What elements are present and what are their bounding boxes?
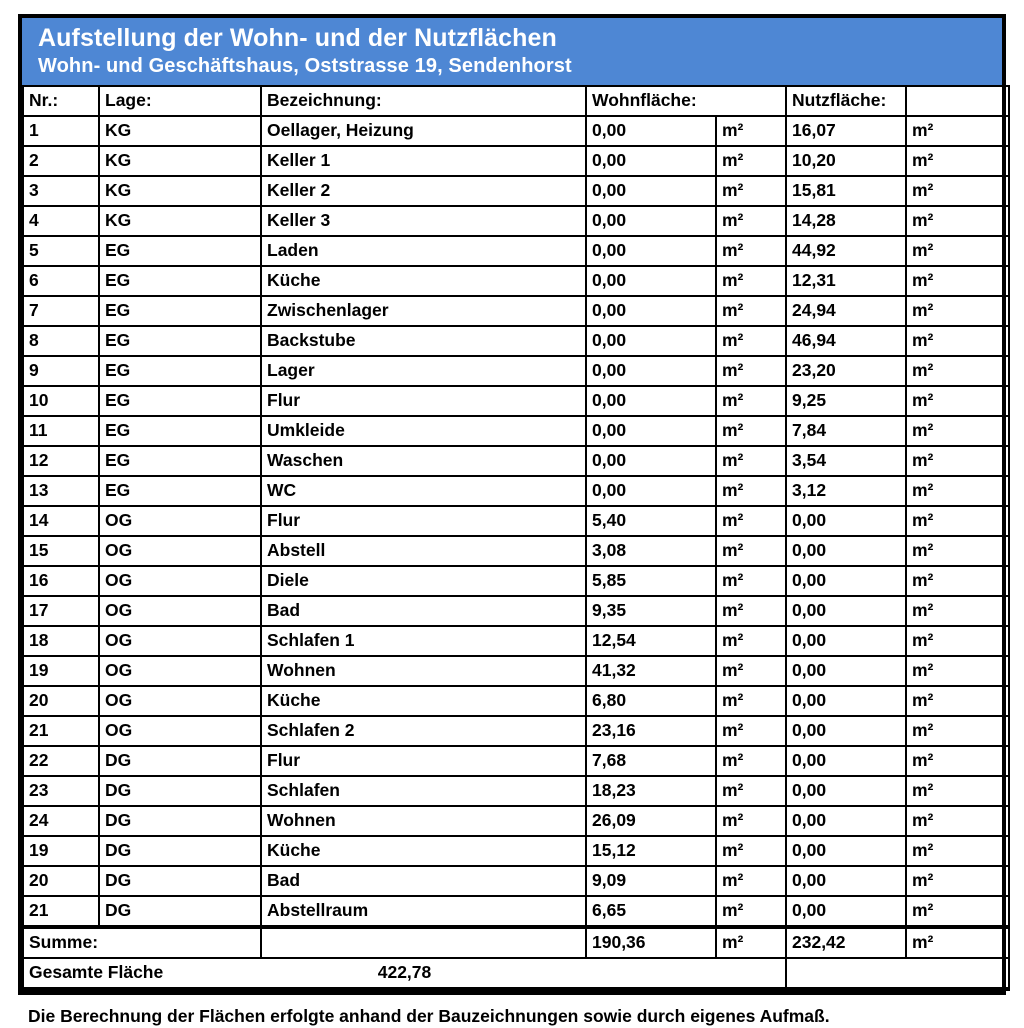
cell-nr: 20: [23, 866, 99, 896]
summary-spacer: [261, 927, 586, 958]
table-row: [23, 746, 1009, 776]
cell-bezeichnung: Lager: [261, 356, 586, 386]
cell-nr: 11: [23, 416, 99, 446]
table-row: [23, 326, 1009, 356]
table-row: [23, 686, 1009, 716]
table-row: [23, 836, 1009, 866]
cell-nutzflaeche: 16,07: [786, 116, 906, 146]
cell-nutzflaeche-unit: m²: [906, 386, 1009, 416]
table-row: [23, 866, 1009, 896]
cell-nutzflaeche: 0,00: [786, 536, 906, 566]
title-banner: [22, 18, 1002, 85]
cell-bezeichnung: Flur: [261, 746, 586, 776]
cell-nr: 16: [23, 566, 99, 596]
table-row: [23, 776, 1009, 806]
cell-nutzflaeche-unit: m²: [906, 236, 1009, 266]
cell-bezeichnung: Keller 2: [261, 176, 586, 206]
cell-nr: 21: [23, 896, 99, 927]
cell-lage: DG: [99, 896, 261, 927]
table-row: [23, 236, 1009, 266]
cell-wohnflaeche: 0,00: [586, 206, 716, 236]
total-empty-cell: [786, 958, 1009, 989]
cell-lage: OG: [99, 656, 261, 686]
cell-nutzflaeche-unit: m²: [906, 566, 1009, 596]
cell-wohnflaeche-unit: m²: [716, 536, 786, 566]
cell-nr: 10: [23, 386, 99, 416]
cell-bezeichnung: Bad: [261, 866, 586, 896]
column-header-bezeichnung: Bezeichnung:: [261, 86, 586, 116]
cell-bezeichnung: Wohnen: [261, 656, 586, 686]
cell-wohnflaeche: 3,08: [586, 536, 716, 566]
cell-nutzflaeche: 0,00: [786, 596, 906, 626]
cell-lage: EG: [99, 416, 261, 446]
table-row: [23, 416, 1009, 446]
document-title: Aufstellung der Wohn- und der Nutzflächen: [38, 24, 1002, 54]
cell-wohnflaeche-unit: m²: [716, 236, 786, 266]
calculation-footnote: Die Berechnung der Flächen erfolgte anhand der Bauzeichnungen sowie durch eigenes Aufmaß.: [18, 1004, 958, 1028]
cell-bezeichnung: Küche: [261, 836, 586, 866]
cell-wohnflaeche-unit: m²: [716, 566, 786, 596]
table-row: [23, 566, 1009, 596]
cell-nr: 7: [23, 296, 99, 326]
cell-wohnflaeche-unit: m²: [716, 326, 786, 356]
document-subtitle: Wohn- und Geschäftshaus, Oststrasse 19, Sendenhorst: [38, 54, 1002, 78]
cell-wohnflaeche-unit: m²: [716, 656, 786, 686]
cell-wohnflaeche: 18,23: [586, 776, 716, 806]
cell-nutzflaeche: 3,12: [786, 476, 906, 506]
cell-lage: OG: [99, 566, 261, 596]
table-row: [23, 476, 1009, 506]
cell-nutzflaeche-unit: m²: [906, 116, 1009, 146]
cell-nutzflaeche: 0,00: [786, 806, 906, 836]
cell-wohnflaeche-unit: m²: [716, 416, 786, 446]
cell-nr: 4: [23, 206, 99, 236]
cell-lage: EG: [99, 386, 261, 416]
cell-wohnflaeche: 0,00: [586, 176, 716, 206]
cell-nutzflaeche: 23,20: [786, 356, 906, 386]
cell-wohnflaeche: 5,40: [586, 506, 716, 536]
cell-lage: EG: [99, 356, 261, 386]
cell-lage: EG: [99, 296, 261, 326]
cell-bezeichnung: Küche: [261, 686, 586, 716]
cell-wohnflaeche: 6,80: [586, 686, 716, 716]
cell-bezeichnung: Abstell: [261, 536, 586, 566]
cell-nutzflaeche-unit: m²: [906, 326, 1009, 356]
cell-lage: KG: [99, 116, 261, 146]
summary-wohnflaeche-unit: m²: [716, 927, 786, 958]
cell-wohnflaeche: 0,00: [586, 476, 716, 506]
summary-wohnflaeche: 190,36: [586, 927, 716, 958]
cell-bezeichnung: Umkleide: [261, 416, 586, 446]
cell-lage: KG: [99, 206, 261, 236]
cell-wohnflaeche: 41,32: [586, 656, 716, 686]
cell-wohnflaeche-unit: m²: [716, 836, 786, 866]
cell-nutzflaeche: 7,84: [786, 416, 906, 446]
cell-nutzflaeche: 0,00: [786, 776, 906, 806]
cell-lage: KG: [99, 176, 261, 206]
cell-wohnflaeche: 9,35: [586, 596, 716, 626]
cell-wohnflaeche-unit: m²: [716, 476, 786, 506]
cell-nutzflaeche: 44,92: [786, 236, 906, 266]
cell-wohnflaeche-unit: m²: [716, 716, 786, 746]
cell-lage: DG: [99, 806, 261, 836]
cell-nr: 5: [23, 236, 99, 266]
cell-nutzflaeche: 0,00: [786, 506, 906, 536]
cell-bezeichnung: Keller 1: [261, 146, 586, 176]
cell-wohnflaeche: 12,54: [586, 626, 716, 656]
cell-nr: 21: [23, 716, 99, 746]
table-row: [23, 206, 1009, 236]
total-label: Gesamte Fläche: [29, 962, 163, 982]
cell-wohnflaeche: 0,00: [586, 146, 716, 176]
cell-nr: 12: [23, 446, 99, 476]
cell-wohnflaeche: 9,09: [586, 866, 716, 896]
cell-nutzflaeche: 0,00: [786, 626, 906, 656]
cell-lage: EG: [99, 266, 261, 296]
cell-bezeichnung: Abstellraum: [261, 896, 586, 927]
summary-label: Summe:: [23, 927, 261, 958]
cell-nr: 18: [23, 626, 99, 656]
cell-wohnflaeche-unit: m²: [716, 746, 786, 776]
cell-nr: 23: [23, 776, 99, 806]
cell-wohnflaeche-unit: m²: [716, 866, 786, 896]
cell-lage: OG: [99, 686, 261, 716]
cell-lage: EG: [99, 236, 261, 266]
cell-nutzflaeche: 46,94: [786, 326, 906, 356]
table-row: [23, 146, 1009, 176]
table-row: [23, 446, 1009, 476]
cell-nr: 24: [23, 806, 99, 836]
cell-bezeichnung: Waschen: [261, 446, 586, 476]
cell-wohnflaeche: 0,00: [586, 236, 716, 266]
cell-nutzflaeche-unit: m²: [906, 446, 1009, 476]
cell-bezeichnung: Bad: [261, 596, 586, 626]
cell-nutzflaeche-unit: m²: [906, 536, 1009, 566]
cell-bezeichnung: Laden: [261, 236, 586, 266]
cell-wohnflaeche: 0,00: [586, 356, 716, 386]
cell-nr: 6: [23, 266, 99, 296]
cell-wohnflaeche: 0,00: [586, 296, 716, 326]
cell-nr: 22: [23, 746, 99, 776]
cell-lage: OG: [99, 626, 261, 656]
table-row: [23, 356, 1009, 386]
column-header-lage: Lage:: [99, 86, 261, 116]
cell-wohnflaeche-unit: m²: [716, 806, 786, 836]
cell-lage: OG: [99, 596, 261, 626]
table-row: [23, 536, 1009, 566]
cell-nutzflaeche-unit: m²: [906, 806, 1009, 836]
summary-row: [23, 927, 1009, 958]
cell-nutzflaeche: 0,00: [786, 896, 906, 927]
total-row: [23, 958, 1009, 989]
cell-nutzflaeche-unit: m²: [906, 896, 1009, 927]
cell-nutzflaeche: 0,00: [786, 716, 906, 746]
cell-nr: 15: [23, 536, 99, 566]
cell-wohnflaeche: 0,00: [586, 326, 716, 356]
cell-wohnflaeche: 5,85: [586, 566, 716, 596]
cell-nutzflaeche-unit: m²: [906, 506, 1009, 536]
table-row: [23, 296, 1009, 326]
cell-bezeichnung: WC: [261, 476, 586, 506]
column-header-nr: Nr.:: [23, 86, 99, 116]
cell-lage: EG: [99, 326, 261, 356]
cell-nutzflaeche-unit: m²: [906, 866, 1009, 896]
total-value: 422,78: [24, 962, 785, 983]
cell-bezeichnung: Oellager, Heizung: [261, 116, 586, 146]
cell-wohnflaeche-unit: m²: [716, 596, 786, 626]
cell-bezeichnung: Keller 3: [261, 206, 586, 236]
cell-wohnflaeche: 0,00: [586, 386, 716, 416]
table-row: [23, 386, 1009, 416]
cell-lage: EG: [99, 446, 261, 476]
cell-nr: 3: [23, 176, 99, 206]
table-row: [23, 806, 1009, 836]
cell-nutzflaeche: 0,00: [786, 686, 906, 716]
cell-wohnflaeche-unit: m²: [716, 146, 786, 176]
cell-bezeichnung: Wohnen: [261, 806, 586, 836]
cell-wohnflaeche-unit: m²: [716, 776, 786, 806]
cell-nutzflaeche: 3,54: [786, 446, 906, 476]
cell-lage: DG: [99, 836, 261, 866]
cell-nr: 1: [23, 116, 99, 146]
table-row: [23, 626, 1009, 656]
cell-wohnflaeche: 0,00: [586, 116, 716, 146]
cell-lage: OG: [99, 506, 261, 536]
cell-nr: 17: [23, 596, 99, 626]
cell-nutzflaeche-unit: m²: [906, 476, 1009, 506]
cell-wohnflaeche-unit: m²: [716, 446, 786, 476]
cell-wohnflaeche: 23,16: [586, 716, 716, 746]
cell-wohnflaeche: 0,00: [586, 416, 716, 446]
cell-wohnflaeche: 0,00: [586, 446, 716, 476]
cell-lage: DG: [99, 776, 261, 806]
cell-wohnflaeche-unit: m²: [716, 176, 786, 206]
cell-wohnflaeche: 6,65: [586, 896, 716, 927]
cell-nr: 2: [23, 146, 99, 176]
cell-wohnflaeche-unit: m²: [716, 116, 786, 146]
cell-nutzflaeche-unit: m²: [906, 146, 1009, 176]
cell-wohnflaeche-unit: m²: [716, 356, 786, 386]
cell-nutzflaeche-unit: m²: [906, 356, 1009, 386]
summary-nutzflaeche-unit: m²: [906, 927, 1009, 958]
cell-bezeichnung: Schlafen 1: [261, 626, 586, 656]
cell-nutzflaeche-unit: m²: [906, 416, 1009, 446]
table-header-row: [23, 86, 1009, 116]
cell-bezeichnung: Flur: [261, 386, 586, 416]
table-frame: [18, 14, 1006, 995]
column-header-trailing: [906, 86, 1009, 116]
cell-wohnflaeche-unit: m²: [716, 896, 786, 927]
cell-lage: DG: [99, 746, 261, 776]
cell-nutzflaeche-unit: m²: [906, 206, 1009, 236]
cell-wohnflaeche: 26,09: [586, 806, 716, 836]
cell-wohnflaeche-unit: m²: [716, 296, 786, 326]
total-label-cell: [23, 958, 786, 989]
cell-lage: KG: [99, 146, 261, 176]
cell-nr: 9: [23, 356, 99, 386]
table-row: [23, 176, 1009, 206]
cell-nutzflaeche: 14,28: [786, 206, 906, 236]
cell-wohnflaeche-unit: m²: [716, 386, 786, 416]
cell-nr: 13: [23, 476, 99, 506]
table-row: [23, 116, 1009, 146]
table-row: [23, 896, 1009, 927]
cell-nr: 19: [23, 656, 99, 686]
cell-wohnflaeche-unit: m²: [716, 626, 786, 656]
cell-wohnflaeche: 7,68: [586, 746, 716, 776]
cell-wohnflaeche: 0,00: [586, 266, 716, 296]
area-table: [22, 85, 1010, 991]
table-row: [23, 506, 1009, 536]
cell-nutzflaeche-unit: m²: [906, 296, 1009, 326]
cell-bezeichnung: Diele: [261, 566, 586, 596]
cell-lage: OG: [99, 716, 261, 746]
cell-bezeichnung: Küche: [261, 266, 586, 296]
summary-nutzflaeche: 232,42: [786, 927, 906, 958]
cell-wohnflaeche-unit: m²: [716, 506, 786, 536]
cell-nutzflaeche: 10,20: [786, 146, 906, 176]
cell-nr: 8: [23, 326, 99, 356]
table-row: [23, 596, 1009, 626]
cell-wohnflaeche: 15,12: [586, 836, 716, 866]
table-row: [23, 656, 1009, 686]
cell-lage: DG: [99, 866, 261, 896]
cell-nutzflaeche-unit: m²: [906, 626, 1009, 656]
column-header-wohnflaeche: Wohnfläche:: [586, 86, 786, 116]
cell-lage: EG: [99, 476, 261, 506]
cell-nutzflaeche-unit: m²: [906, 776, 1009, 806]
cell-nutzflaeche: 0,00: [786, 746, 906, 776]
cell-nutzflaeche: 0,00: [786, 566, 906, 596]
cell-wohnflaeche-unit: m²: [716, 206, 786, 236]
cell-nutzflaeche: 12,31: [786, 266, 906, 296]
cell-nutzflaeche: 0,00: [786, 656, 906, 686]
cell-nutzflaeche-unit: m²: [906, 656, 1009, 686]
cell-nr: 14: [23, 506, 99, 536]
cell-bezeichnung: Flur: [261, 506, 586, 536]
cell-wohnflaeche-unit: m²: [716, 686, 786, 716]
column-header-nutzflaeche: Nutzfläche:: [786, 86, 906, 116]
cell-nutzflaeche: 15,81: [786, 176, 906, 206]
cell-nr: 19: [23, 836, 99, 866]
cell-nutzflaeche-unit: m²: [906, 716, 1009, 746]
table-row: [23, 716, 1009, 746]
cell-bezeichnung: Zwischenlager: [261, 296, 586, 326]
cell-nutzflaeche: 0,00: [786, 866, 906, 896]
cell-bezeichnung: Backstube: [261, 326, 586, 356]
cell-nutzflaeche-unit: m²: [906, 836, 1009, 866]
cell-nutzflaeche: 24,94: [786, 296, 906, 326]
cell-nutzflaeche-unit: m²: [906, 266, 1009, 296]
cell-nutzflaeche: 9,25: [786, 386, 906, 416]
cell-nutzflaeche-unit: m²: [906, 746, 1009, 776]
cell-bezeichnung: Schlafen: [261, 776, 586, 806]
cell-lage: OG: [99, 536, 261, 566]
cell-nutzflaeche: 0,00: [786, 836, 906, 866]
cell-nutzflaeche-unit: m²: [906, 176, 1009, 206]
table-row: [23, 266, 1009, 296]
cell-wohnflaeche-unit: m²: [716, 266, 786, 296]
cell-nutzflaeche-unit: m²: [906, 686, 1009, 716]
cell-nutzflaeche-unit: m²: [906, 596, 1009, 626]
cell-bezeichnung: Schlafen 2: [261, 716, 586, 746]
cell-nr: 20: [23, 686, 99, 716]
